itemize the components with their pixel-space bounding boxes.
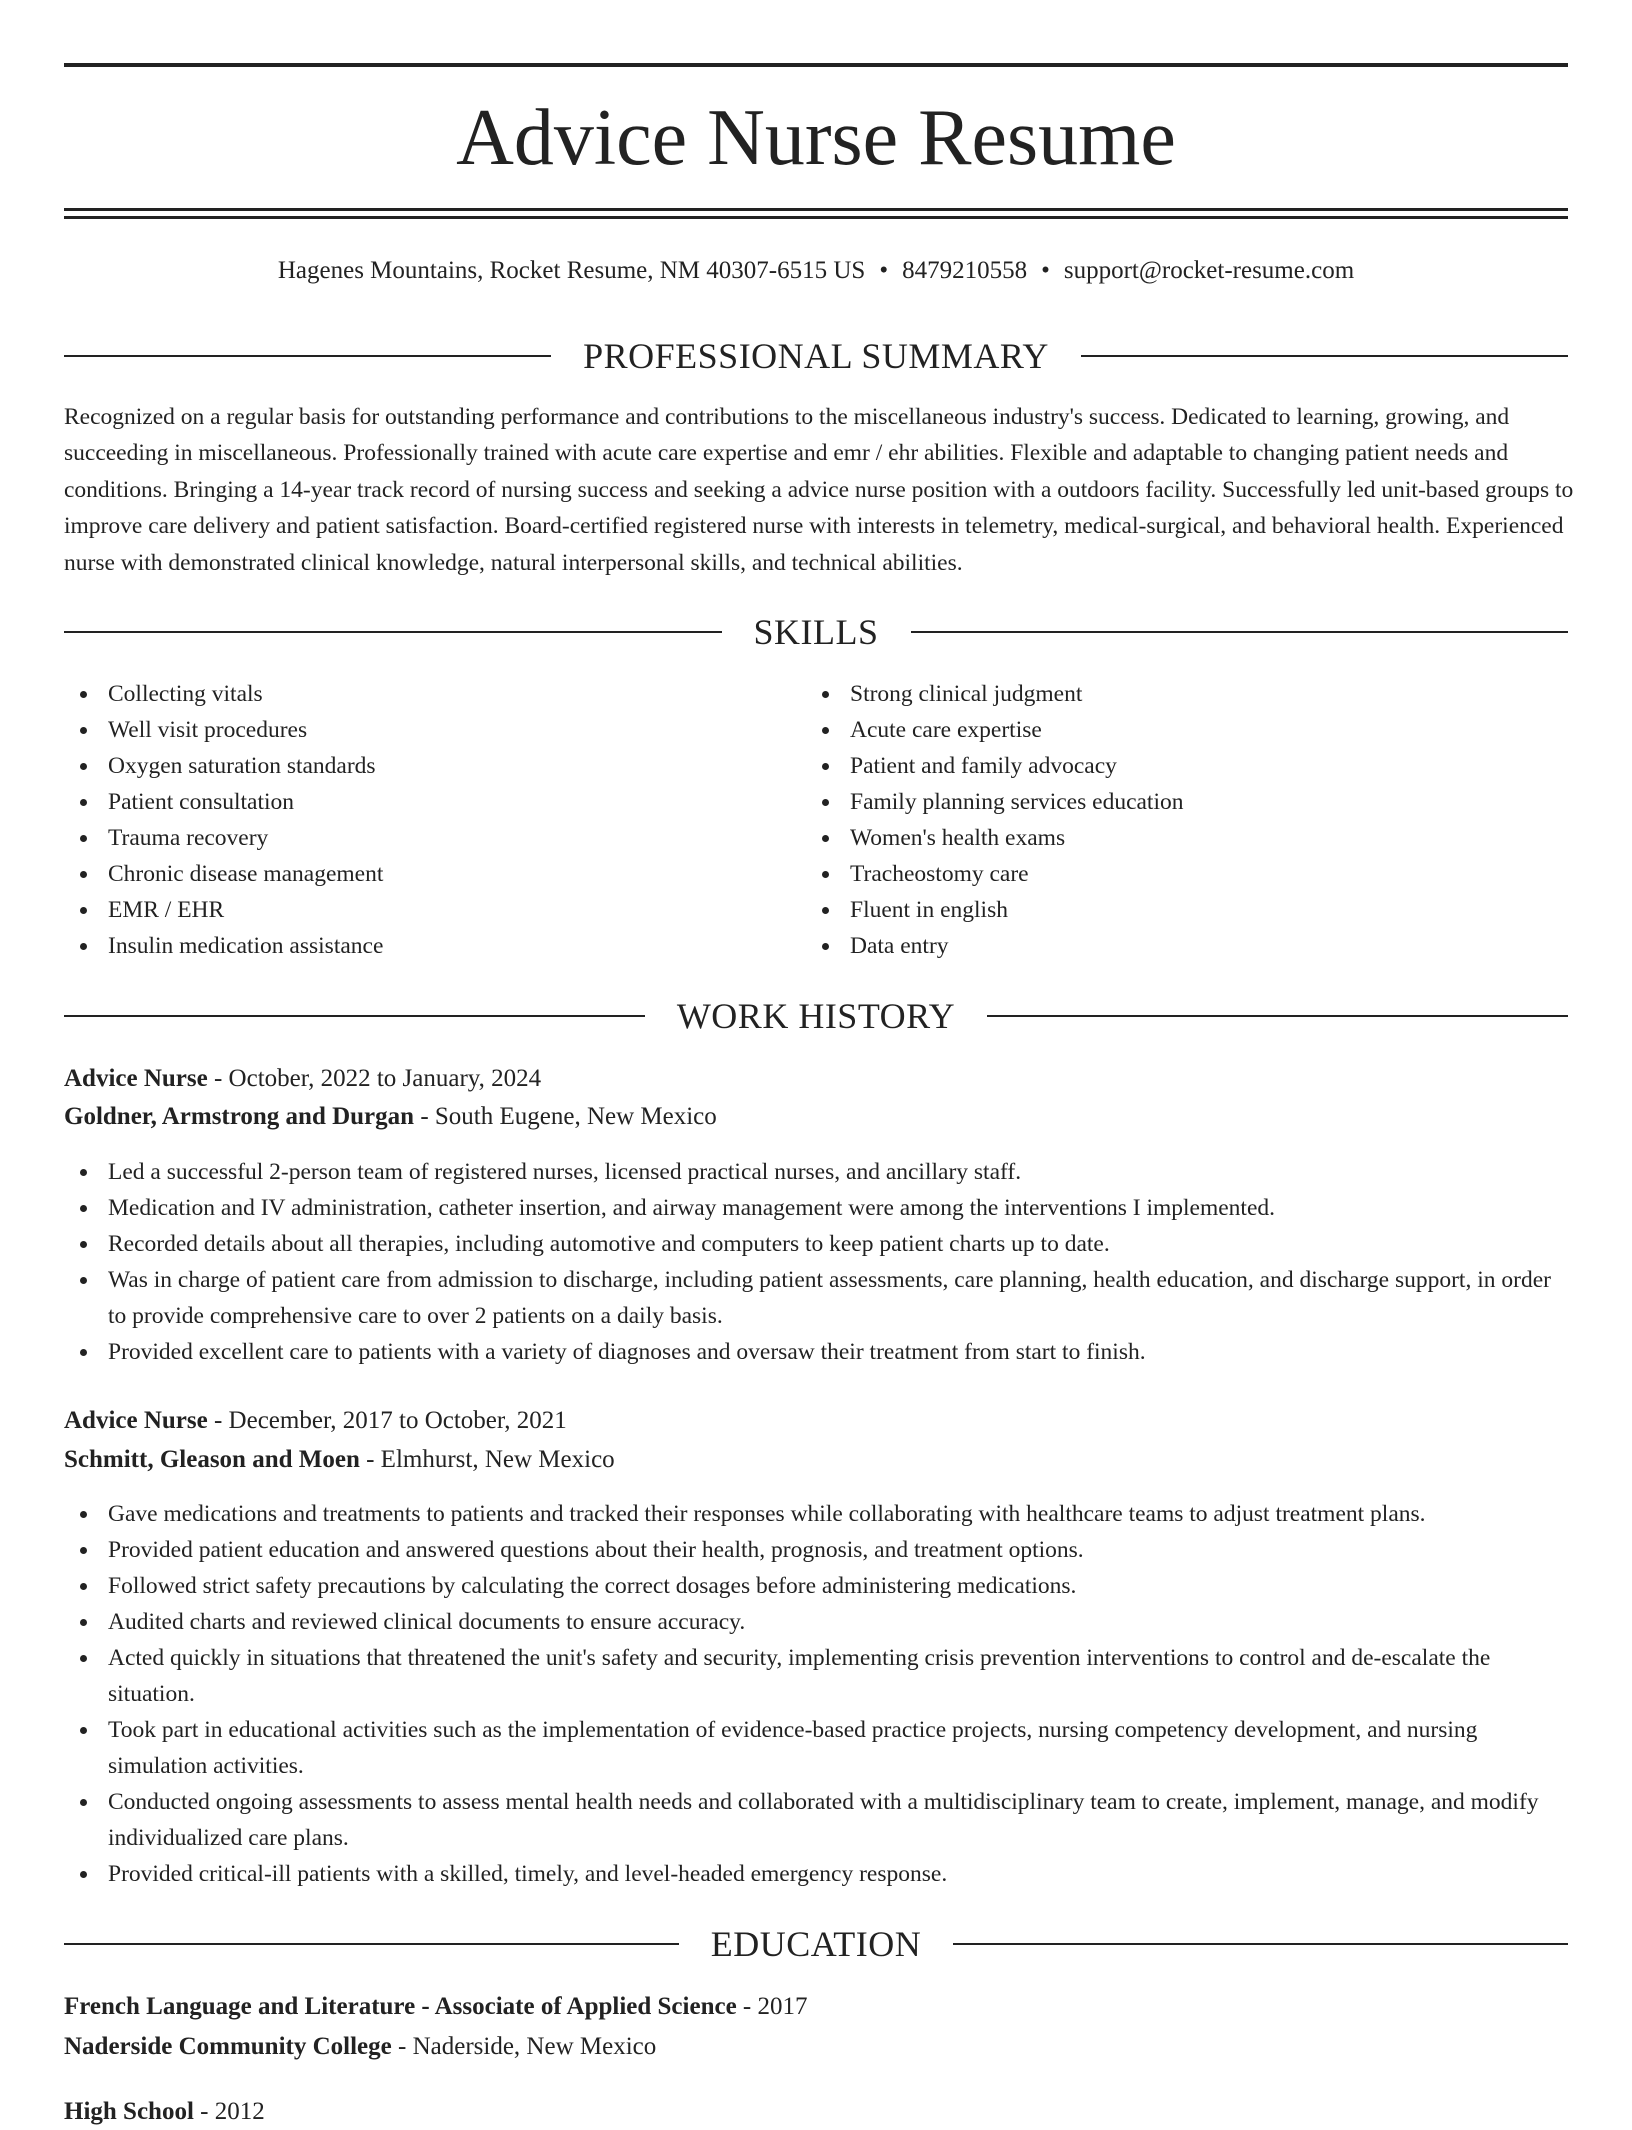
job-company: Schmitt, Gleason and Moen <box>64 1446 360 1473</box>
heading-rule-right <box>1081 355 1568 357</box>
skill-item: Women's health exams <box>806 820 1566 856</box>
skill-item: Family planning services education <box>806 784 1566 820</box>
heading-rule-left <box>64 1015 645 1017</box>
job-title-line <box>64 1061 541 1097</box>
skill-item: Well visit procedures <box>64 712 764 748</box>
title-rule-upper <box>64 208 1568 211</box>
heading-rule-right <box>953 1943 1568 1945</box>
skill-item: Fluent in english <box>806 892 1566 928</box>
skill-item: EMR / EHR <box>64 892 764 928</box>
job-bullet: Provided patient education and answered questions about their health, prognosis, and treatment options. <box>64 1532 1574 1568</box>
skill-item: Oxygen saturation standards <box>64 748 764 784</box>
contact-separator: • <box>879 257 889 284</box>
top-rule <box>64 63 1568 67</box>
job-bullet: Provided critical-ill patients with a skilled, timely, and level-headed emergency response. <box>64 1856 1574 1892</box>
skill-item: Insulin medication assistance <box>64 928 764 964</box>
skill-item: Strong clinical judgment <box>806 676 1566 712</box>
education-school: Naderside Community College <box>64 2033 392 2060</box>
skills-heading <box>64 610 1568 654</box>
skills-heading-text: SKILLS <box>753 612 879 652</box>
skill-item: Chronic disease management <box>64 856 764 892</box>
contact-separator: • <box>1041 257 1050 284</box>
job-bullet: Provided excellent care to patients with a variety of diagnoses and oversaw their treatment from start to finish. <box>64 1334 1574 1370</box>
education-location: - Naderside, New Mexico <box>391 2033 657 2060</box>
contact-email: support@rocket-resume.com <box>1063 257 1355 284</box>
heading-rule-left <box>64 355 551 357</box>
job-location: - South Eugene, New Mexico <box>414 1103 717 1130</box>
job-bullets <box>64 1496 1574 1892</box>
skill-item: Acute care expertise <box>806 712 1566 748</box>
job-company-line <box>64 1099 717 1135</box>
education-school-line <box>64 2029 656 2065</box>
skills-list-left <box>64 676 764 964</box>
job-bullet: Recorded details about all therapies, including automotive and computers to keep patient charts up to date. <box>64 1226 1574 1262</box>
contact-line <box>64 254 1568 288</box>
page-title: Advice Nurse Resume <box>456 94 1176 182</box>
title-rule-lower <box>64 216 1568 219</box>
work-heading <box>64 994 1568 1038</box>
job-bullet: Acted quickly in situations that threatened the unit's safety and security, implementing crisis prevention interventions to control and de-escalate the situation. <box>64 1640 1574 1712</box>
skill-item: Collecting vitals <box>64 676 764 712</box>
job-bullet: Was in charge of patient care from admission to discharge, including patient assessments, care planning, health education, and discharge support, in order to provide comprehensive care to over 2 patients on a daily basis. <box>64 1262 1574 1334</box>
job-title: Advice Nurse <box>64 1407 208 1434</box>
education-degree: French Language and Literature - Associate of Applied Science <box>64 1993 737 2020</box>
heading-rule-right <box>987 1015 1568 1017</box>
skill-item: Tracheostomy care <box>806 856 1566 892</box>
job-dates: - December, 2017 to October, 2021 <box>207 1407 567 1434</box>
job-location: - Elmhurst, New Mexico <box>359 1446 615 1473</box>
heading-rule-left <box>64 1943 679 1945</box>
skill-item: Patient consultation <box>64 784 764 820</box>
job-company-line <box>64 1442 615 1478</box>
job-bullet: Gave medications and treatments to patients and tracked their responses while collaborating with healthcare teams to adjust treatment plans. <box>64 1496 1574 1532</box>
skill-item: Patient and family advocacy <box>806 748 1566 784</box>
summary-text: Recognized on a regular basis for outstanding performance and contributions to the miscellaneous industry's success. Dedicated to learning, growing, and succeeding in miscellaneous. Professionally trained with acute care expertise and emr / ehr abilities. Flexible and adaptable to changing patient needs and conditions. Bringing a 14-year track record of nursing success and seeking a advice nurse position with a outdoors facility. Successfully led unit-based groups to improve care delivery and patient satisfaction. Board-certified registered nurse with interests in telemetry, medical-surgical, and behavioral health. Experienced nurse with demonstrated clinical knowledge, natural interpersonal skills, and technical abilities. <box>64 404 1574 576</box>
skill-item: Trauma recovery <box>64 820 764 856</box>
job-bullet: Conducted ongoing assessments to assess mental health needs and collaborated with a multidisciplinary team to create, implement, manage, and modify individualized care plans. <box>64 1784 1574 1856</box>
education-heading <box>64 1922 1568 1966</box>
skills-list-right <box>806 676 1566 964</box>
job-bullet: Followed strict safety precautions by calculating the correct dosages before administering medications. <box>64 1568 1574 1604</box>
heading-rule-left <box>64 631 722 633</box>
summary-heading-text: PROFESSIONAL SUMMARY <box>583 336 1049 376</box>
education-degree: High School <box>64 2098 194 2125</box>
job-dates: - October, 2022 to January, 2024 <box>207 1065 542 1092</box>
work-heading-text: WORK HISTORY <box>676 996 956 1036</box>
summary-heading <box>64 334 1568 378</box>
job-title-line <box>64 1403 567 1439</box>
education-year: - 2017 <box>736 1993 808 2020</box>
education-degree-line <box>64 2094 265 2130</box>
education-year: - 2012 <box>193 2098 265 2125</box>
job-bullets <box>64 1154 1574 1370</box>
contact-phone: 8479210558 <box>902 257 1028 284</box>
education-heading-text: EDUCATION <box>710 1924 922 1964</box>
job-bullet: Took part in educational activities such as the implementation of evidence-based practice projects, nursing competency development, and nursing simulation activities. <box>64 1712 1574 1784</box>
contact-address: Hagenes Mountains, Rocket Resume, NM 40307-6515 US <box>277 257 866 284</box>
job-title: Advice Nurse <box>64 1065 208 1092</box>
skill-item: Data entry <box>806 928 1566 964</box>
heading-rule-right <box>911 631 1569 633</box>
job-bullet: Medication and IV administration, catheter insertion, and airway management were among the interventions I implemented. <box>64 1190 1574 1226</box>
education-degree-line <box>64 1989 808 2025</box>
job-company: Goldner, Armstrong and Durgan <box>64 1103 415 1130</box>
job-bullet: Audited charts and reviewed clinical documents to ensure accuracy. <box>64 1604 1574 1640</box>
job-bullet: Led a successful 2-person team of registered nurses, licensed practical nurses, and ancillary staff. <box>64 1154 1574 1190</box>
